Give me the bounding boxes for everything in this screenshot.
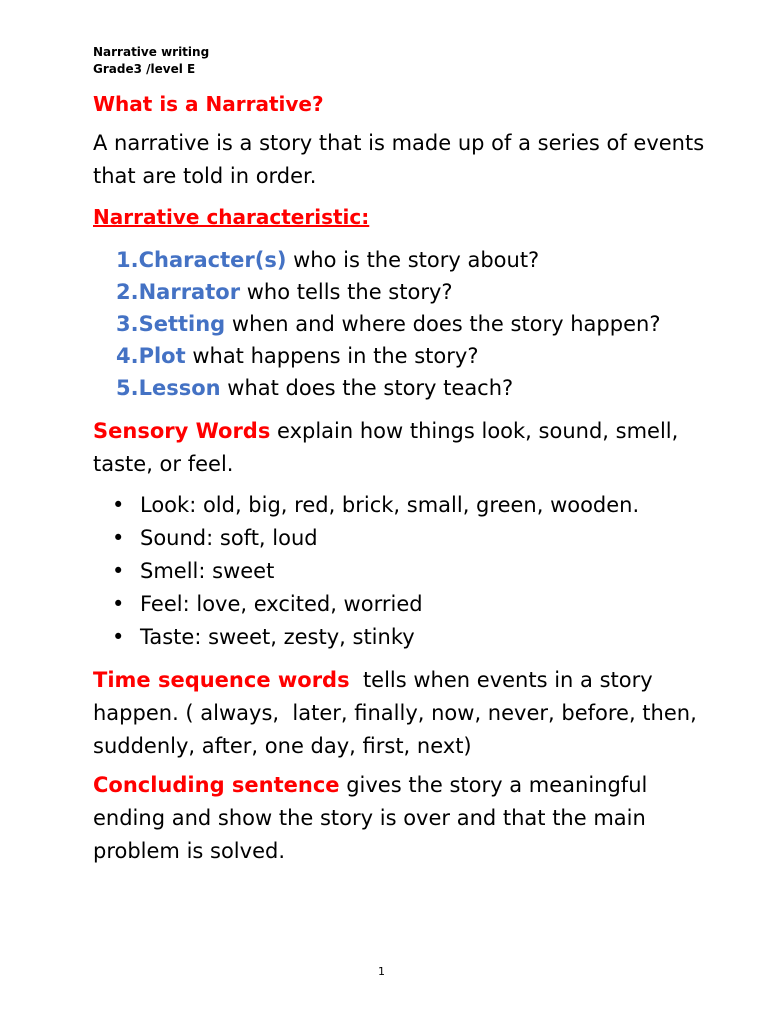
sensory-words-paragraph <box>93 415 713 481</box>
characteristic-description: who tells the story? <box>240 280 453 304</box>
list-item <box>116 372 736 404</box>
header-grade-level: Grade3 /level E <box>93 62 196 76</box>
bullet-icon: • <box>112 625 125 649</box>
list-item <box>112 522 732 555</box>
characteristic-description: who is the story about? <box>286 248 540 272</box>
list-item <box>112 489 732 522</box>
list-number: 2. <box>116 280 139 304</box>
sensory-list <box>112 489 732 654</box>
list-item <box>112 621 732 654</box>
characteristics-list <box>116 244 736 404</box>
list-item <box>116 244 736 276</box>
intro-paragraph: A narrative is a story that is made up of a series of events that are told in order. <box>93 131 705 188</box>
sensory-words-term: Sensory Words <box>93 419 271 443</box>
sensory-words-description: explain how things look, sound, smell, taste, or feel. <box>93 419 679 476</box>
time-sequence-paragraph <box>93 664 713 763</box>
list-item <box>116 340 736 372</box>
characteristic-term: Character(s) <box>138 248 287 272</box>
list-number: 1. <box>116 248 139 272</box>
page-number: 1 <box>378 965 385 978</box>
sensory-item: Sound: soft, loud <box>140 526 318 550</box>
sensory-item: Smell: sweet <box>140 559 275 583</box>
concluding-sentence-term: Concluding sentence <box>93 773 340 797</box>
list-number: 3. <box>116 312 139 336</box>
header-subject: Narrative writing <box>93 45 210 59</box>
list-item <box>116 276 736 308</box>
time-sequence-description: tells when events in a story happen. ( always, later, finally, now, never, before, then, suddenly, after, one day, first, next) <box>93 668 704 758</box>
characteristic-description: what does the story teach? <box>220 376 514 400</box>
characteristic-term: Lesson <box>138 376 221 400</box>
characteristic-term: Setting <box>138 312 226 336</box>
sensory-item: Feel: love, excited, worried <box>140 592 423 616</box>
list-item <box>116 308 736 340</box>
bullet-icon: • <box>112 493 125 517</box>
list-item <box>112 555 732 588</box>
time-sequence-term: Time sequence words <box>93 668 350 692</box>
sensory-item: Taste: sweet, zesty, stinky <box>140 625 415 649</box>
characteristic-description: when and where does the story happen? <box>225 312 661 336</box>
bullet-icon: • <box>112 559 125 583</box>
list-number: 4. <box>116 344 139 368</box>
characteristic-description: what happens in the story? <box>185 344 479 368</box>
bullet-icon: • <box>112 526 125 550</box>
sensory-item: Look: old, big, red, brick, small, green, wooden. <box>140 493 640 517</box>
bullet-icon: • <box>112 592 125 616</box>
page-title: What is a Narrative? <box>93 92 324 116</box>
characteristics-heading: Narrative characteristic: <box>93 205 370 229</box>
characteristic-term: Plot <box>138 344 186 368</box>
characteristic-term: Narrator <box>138 280 241 304</box>
list-item <box>112 588 732 621</box>
concluding-sentence-paragraph <box>93 769 713 868</box>
list-number: 5. <box>116 376 139 400</box>
concluding-sentence-description: gives the story a meaningful ending and show the story is over and that the main problem is solved. <box>93 773 648 863</box>
